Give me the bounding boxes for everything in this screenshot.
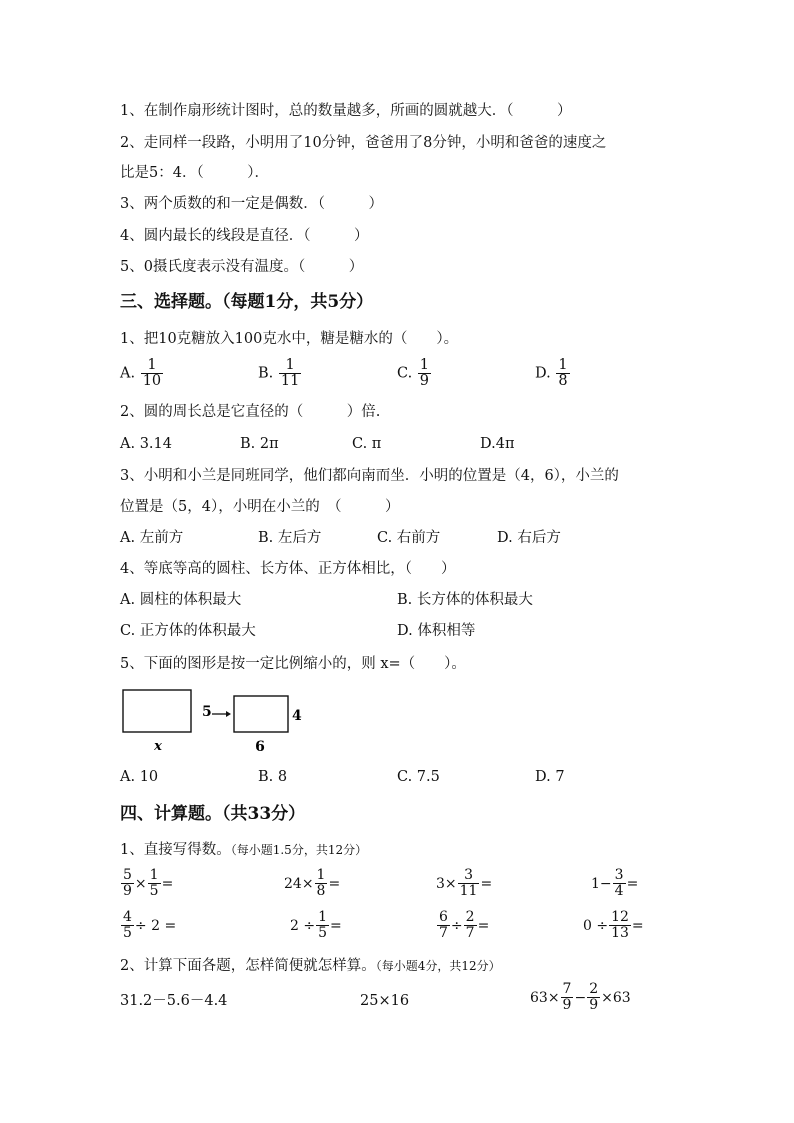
scaling-figure bbox=[118, 686, 318, 758]
s3-q4-text: 4、等底等高的圆柱、长方体、正方体相比，（ ） bbox=[120, 561, 456, 577]
calc-simplify-3: 63× $\frac{7}{9}$ − $\frac{2}{9}$ ×63 bbox=[530, 981, 631, 1013]
s3-q1-option-b: B. $\frac{1}{11}$ bbox=[258, 357, 300, 389]
fraction: $\frac{1}{11}$ bbox=[280, 357, 300, 389]
arrow-label: 5 bbox=[202, 704, 212, 720]
s3-q5-option-a: A. 10 bbox=[120, 769, 159, 785]
section4-title: 四、计算题。（共33分） bbox=[120, 804, 306, 824]
s3-q4-option-d: D. 体积相等 bbox=[397, 623, 476, 639]
calc-expr-2b: 2 ÷ $\frac{1}{5}$ = bbox=[290, 909, 342, 941]
s3-q3-option-d: D. 右后方 bbox=[497, 530, 561, 546]
big-rectangle bbox=[123, 690, 191, 732]
section3-title: 三、选择题。（每题1分，共5分） bbox=[120, 292, 374, 312]
s4-q1-text: 1、直接写得数。（每小题1.5分，共12分） bbox=[120, 842, 368, 858]
judgement-q5: 5、0摄氏度表示没有温度。（ ） bbox=[120, 259, 364, 275]
s3-q5-option-d: D. 7 bbox=[535, 769, 565, 785]
judgement-q4: 4、圆内最长的线段是直径．（ ） bbox=[120, 228, 369, 244]
arrow-head-icon bbox=[226, 711, 231, 717]
judgement-q2-line2: 比是5：4．（ ）． bbox=[120, 165, 269, 181]
s3-q5-text: 5、下面的图形是按一定比例缩小的，则 x=（ ）。 bbox=[120, 656, 466, 672]
calc-expr-2c: $\frac{6}{7}$ ÷ $\frac{2}{7}$ = bbox=[439, 909, 490, 941]
calc-expr-1d: 1− $\frac{3}{4}$ = bbox=[591, 867, 639, 899]
s4-q2-text: 2、计算下面各题，怎样简便就怎样算。（每小题4分，共12分） bbox=[120, 958, 501, 974]
small-rect-height: 4 bbox=[292, 708, 302, 724]
calc-expr-1c: 3× $\frac{3}{11}$ = bbox=[436, 867, 493, 899]
s4-q1-note: （每小题1.5分，共12分） bbox=[230, 843, 368, 857]
s3-q1-option-d: D. $\frac{1}{8}$ bbox=[535, 357, 568, 389]
s3-q1-option-a: A. $\frac{1}{10}$ bbox=[120, 357, 162, 389]
s3-q3-option-b: B. 左后方 bbox=[258, 530, 322, 546]
s3-q2-option-b: B. 2π bbox=[240, 436, 279, 452]
judgement-q1: 1、在制作扇形统计图时，总的数量越多，所画的圆就越大．（ ） bbox=[120, 103, 572, 119]
calc-expr-1b: 24× $\frac{1}{8}$ = bbox=[284, 867, 341, 899]
big-rect-label: x bbox=[154, 739, 162, 754]
s3-q3-option-a: A. 左前方 bbox=[120, 530, 184, 546]
s3-q2-text: 2、圆的周长总是它直径的（ ）倍. bbox=[120, 404, 381, 420]
small-rect-width: 6 bbox=[255, 739, 265, 755]
s3-q3-text-line1: 3、小明和小兰是同班同学，他们都向南而坐．小明的位置是（4，6），小兰的 bbox=[120, 468, 619, 484]
calc-simplify-1: 31.2－5.6－4.4 bbox=[120, 993, 228, 1009]
fraction: $\frac{1}{9}$ bbox=[419, 357, 430, 389]
s3-q1-text: 1、把10克糖放入100克水中，糖是糖水的（ ）。 bbox=[120, 331, 459, 347]
s3-q4-option-a: A. 圆柱的体积最大 bbox=[120, 592, 242, 608]
s3-q1-option-c: C. $\frac{1}{9}$ bbox=[397, 357, 430, 389]
fraction: $\frac{1}{10}$ bbox=[142, 357, 162, 389]
small-rectangle bbox=[234, 696, 288, 732]
judgement-q2-line1: 2、走同样一段路，小明用了10分钟，爸爸用了8分钟，小明和爸爸的速度之 bbox=[120, 135, 607, 151]
s3-q2-option-d: D.4π bbox=[480, 436, 515, 452]
s3-q5-option-c: C. 7.5 bbox=[397, 769, 440, 785]
calc-expr-2d: 0 ÷ $\frac{12}{13}$ = bbox=[583, 909, 644, 941]
s3-q4-option-b: B. 长方体的体积最大 bbox=[397, 592, 533, 608]
s3-q2-option-c: C. π bbox=[352, 436, 382, 452]
s3-q3-option-c: C. 右前方 bbox=[377, 530, 441, 546]
s3-q3-text-line2: 位置是（5，4），小明在小兰的 （ ） bbox=[120, 499, 400, 515]
s3-q5-option-b: B. 8 bbox=[258, 769, 288, 785]
fraction: $\frac{1}{8}$ bbox=[558, 357, 568, 389]
calc-simplify-2: 25×16 bbox=[360, 993, 410, 1009]
calc-expr-2a: $\frac{4}{5}$ ÷ 2 = bbox=[123, 909, 177, 941]
calc-expr-1a: $\frac{5}{9}$ × $\frac{1}{5}$ = bbox=[123, 867, 174, 899]
s3-q2-option-a: A. 3.14 bbox=[120, 436, 172, 452]
s4-q2-note: （每小题4分，共12分） bbox=[375, 959, 501, 973]
s3-q4-option-c: C. 正方体的体积最大 bbox=[120, 623, 256, 639]
judgement-q3: 3、两个质数的和一定是偶数．（ ） bbox=[120, 196, 383, 212]
